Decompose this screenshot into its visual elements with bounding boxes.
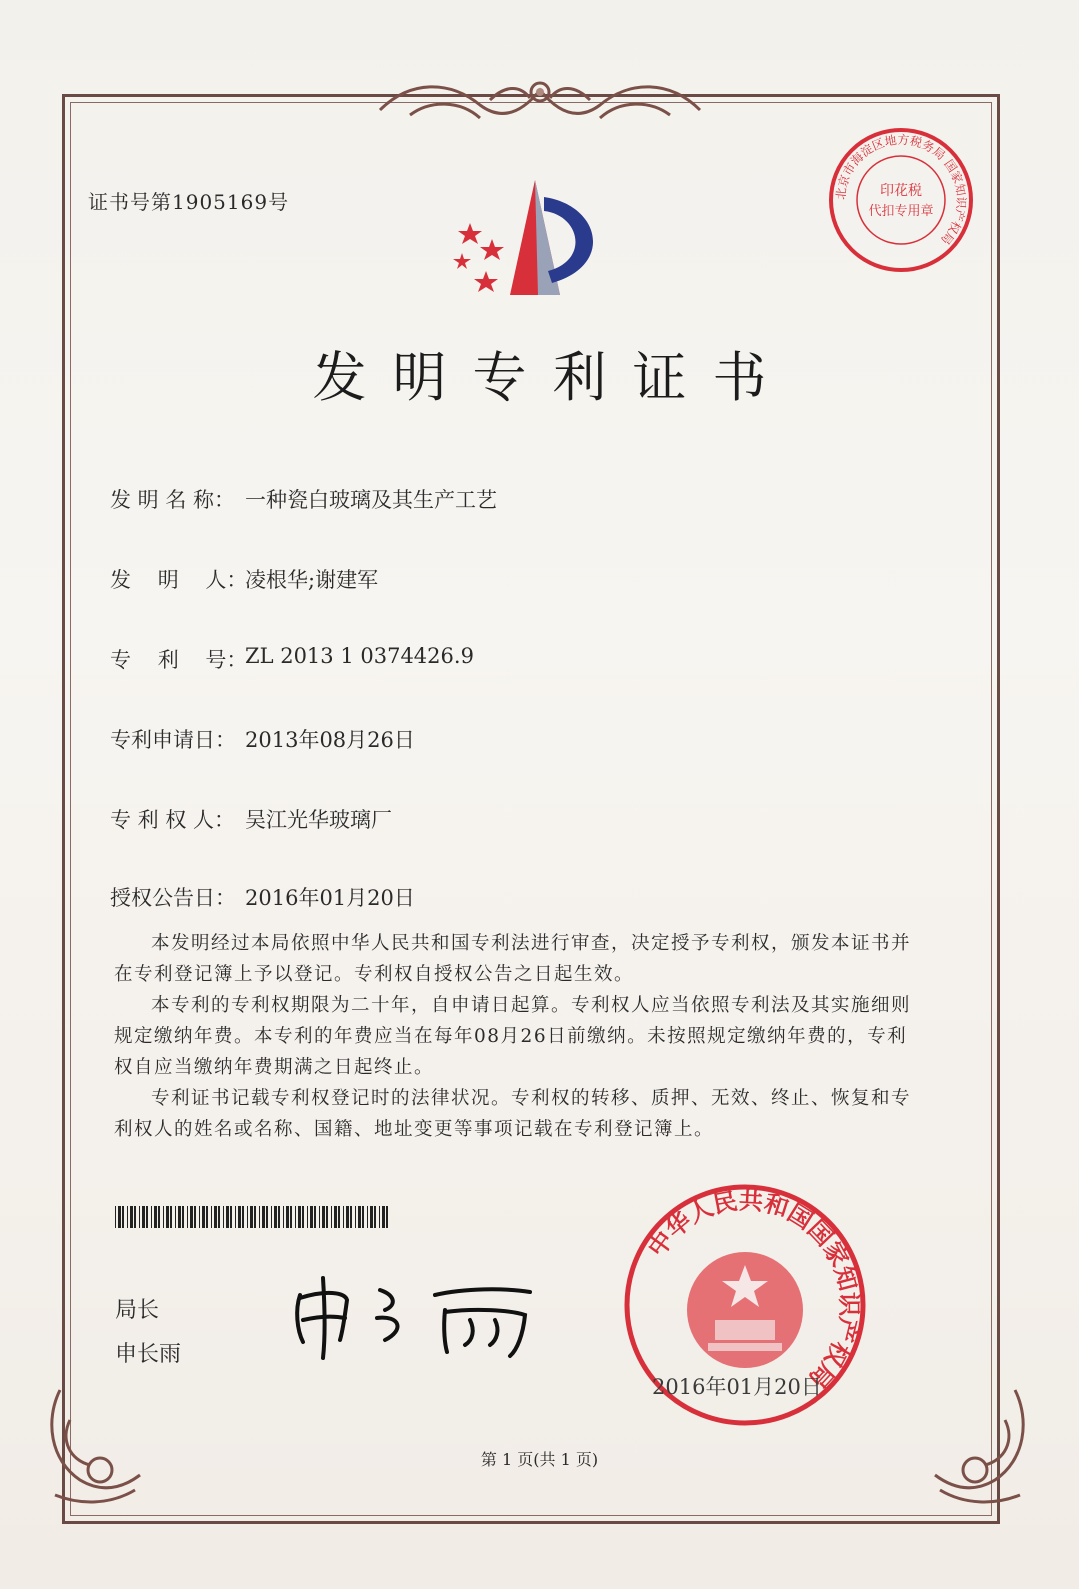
- field-label: 专利申请日：: [110, 728, 236, 752]
- page-title: 发明专利证书: [312, 346, 793, 409]
- field-value: 凌根华;谢建军: [245, 568, 379, 592]
- field-value: 2013年08月26日: [245, 728, 415, 752]
- field-inventor: [110, 564, 378, 594]
- barcode-icon: [115, 1206, 391, 1228]
- field-value: 2016年01月20日: [245, 886, 415, 910]
- body-paragraph-3: 专利证书记载专利权登记时的法律状况。专利权的转移、质押、无效、终止、恢复和专利权人的姓名或名称、国籍、地址变更等事项记载在专利登记簿上。: [114, 1088, 912, 1140]
- body-paragraph-2: 本专利的专利权期限为二十年，自申请日起算。专利权人应当依照专利法及其实施细则规定缴纳年费。本专利的年费应当在每年08月26日前缴纳。未按照规定缴纳年费的，专利权自应当缴纳年费期满之日起终止。: [114, 995, 912, 1078]
- body-paragraph-1: 本发明经过本局依照中华人民共和国专利法进行审查，决定授予专利权，颁发本证书并在专利登记簿上予以登记。专利权自授权公告之日起生效。: [114, 933, 912, 985]
- certificate-number: 证书号第1905169号: [88, 190, 290, 214]
- field-invention-name: [110, 484, 497, 514]
- seal-date: 2016年01月20日: [652, 1375, 822, 1399]
- tax-seal-line2: 代扣专用章: [868, 204, 934, 219]
- field-label: 专 利 号：: [110, 648, 248, 672]
- field-grant-date: [110, 882, 415, 912]
- corner-ornament-right-icon: [925, 1380, 1035, 1510]
- field-value: ZL 2013 1 0374426.9: [245, 644, 474, 668]
- field-application-date: [110, 724, 415, 754]
- top-ornament-icon: [370, 70, 710, 132]
- official-seal-text: 中华人民共和国国家知识产权局: [642, 1186, 864, 1394]
- corner-ornament-left-icon: [40, 1380, 150, 1510]
- field-label: 发 明 人：: [110, 568, 248, 592]
- field-label: 授权公告日：: [110, 886, 236, 910]
- director-signature-icon: [285, 1270, 545, 1360]
- national-emblem-icon: [687, 1252, 803, 1368]
- field-patent-number: [110, 644, 474, 674]
- tax-seal-line1: 印花税: [880, 183, 922, 199]
- page-footer: 第 1 页(共 1 页): [480, 1450, 599, 1469]
- tax-seal-ring-text: 北京市海淀区地方税务局 国家知识产权局: [833, 132, 969, 248]
- field-patentee: [110, 804, 392, 834]
- director-title: 局长: [115, 1298, 160, 1323]
- field-label: 发 明 名 称：: [110, 488, 236, 512]
- certificate-body: [114, 928, 914, 1145]
- director-name: 申长雨: [115, 1342, 182, 1367]
- patent-office-logo-icon: [440, 175, 610, 300]
- tax-seal: [826, 125, 976, 275]
- field-value: 一种瓷白玻璃及其生产工艺: [245, 488, 497, 512]
- field-label: 专 利 权 人：: [110, 808, 236, 832]
- field-value: 吴江光华玻璃厂: [245, 808, 392, 832]
